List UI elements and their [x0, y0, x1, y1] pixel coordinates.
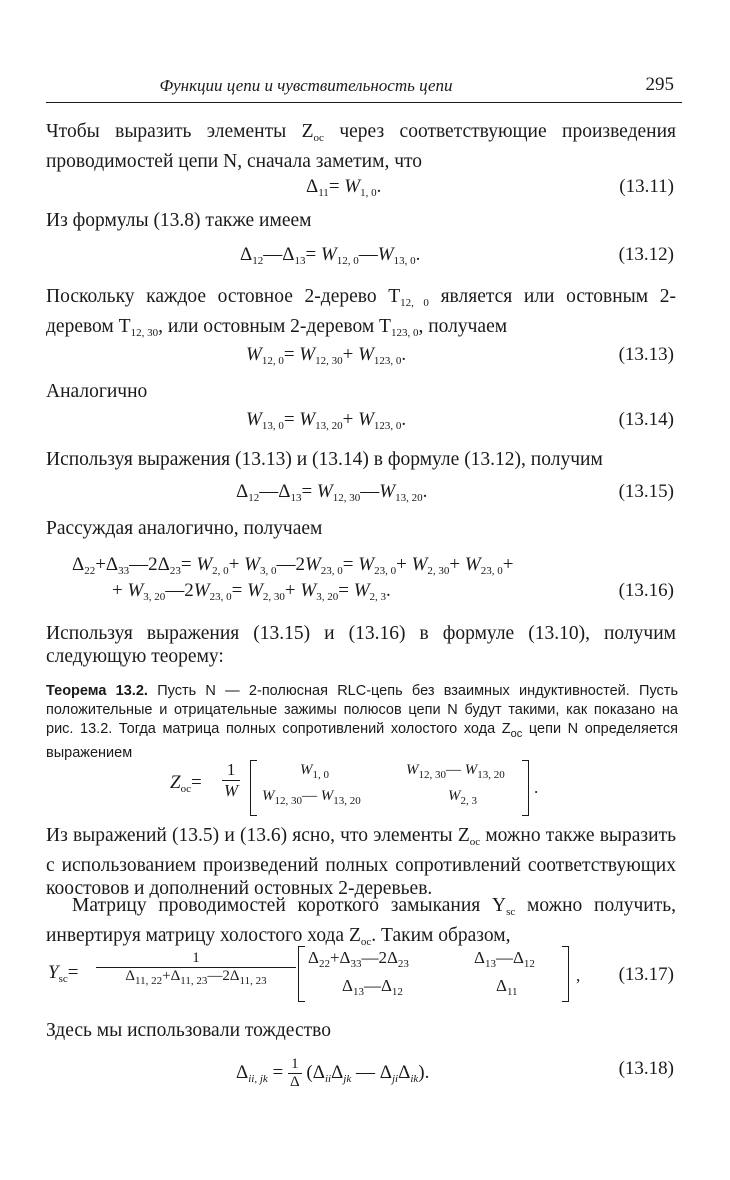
- equation-13-14: $W_{13, 0}= W_{13, 20}+ W_{123, 0}$.: [246, 409, 407, 432]
- paragraph-intro: Чтобы выразить элементы $Z_{oc}$ через соответствующие произведения проводимостей цепи N, сначала заметим, что: [46, 121, 676, 172]
- paragraph-identity: Здесь мы использовали тождество: [46, 1020, 331, 1041]
- zoc-cell-21: $W_{12, 30}—$ $W_{13, 20}$: [262, 788, 361, 807]
- ysc-cell-12: $\Delta_{13}—\Delta_{12}$: [474, 948, 535, 970]
- zoc-left-bracket: [250, 760, 257, 816]
- equation-13-18: $\Delta_{ii, jk}$ = $\frac{1}{\Delta}$ ($\Delta_{ii}\Delta_{jk}$ — $\Delta_{ji}\Delta_{ik}$).: [236, 1056, 430, 1090]
- equation-13-11: $\Delta_{11}= W_{1, 0}$.: [306, 176, 382, 199]
- ysc-left-bracket: [298, 946, 305, 1002]
- eq-number-13-15: (13.15): [618, 481, 674, 502]
- eq-number-13-14: (13.14): [618, 409, 674, 430]
- eq-number-13-13: (13.13): [618, 344, 674, 365]
- paragraph-theorem-lead: Используя выражения (13.15) и (13.16) в формуле (13.10), получим следующую теорему:: [46, 623, 676, 667]
- zoc-cell-12: $W_{12, 30}—$ $W_{13, 20}$: [406, 762, 505, 781]
- ysc-comma: ,: [576, 966, 581, 985]
- equation-13-15: $\Delta_{12}—\Delta_{13}=$ $W_{12, 30}—W_{13, 20}$.: [236, 481, 428, 504]
- zoc-cell-22: $W_{2, 3}$: [448, 788, 477, 807]
- eq-number-13-11: (13.11): [619, 176, 674, 197]
- equation-13-16-line-2: + $W_{3, 20}—2W_{23, 0}= W_{2, 30}+ W_{3, 20}= W_{2, 3}$.: [112, 580, 391, 603]
- ysc-lhs: $Y_{sc}=$: [48, 962, 79, 985]
- ysc-cell-22: $\Delta_{11}$: [496, 976, 518, 998]
- zoc-fraction: $\frac{1}{W}$: [224, 760, 239, 800]
- theorem-13-2: Теорема 13.2. Пусть N — 2-полюсная RLC-цепь без взаимных индуктивностей. Пусть положительные и отрицательные зажимы полюсов цепи N будут такими, как показано на рис. 13.2. Тогда матрица полных сопротивлений холостого хода $Z_{oc}$ цепи N определяется выражением: [46, 683, 678, 761]
- zoc-period: .: [534, 778, 539, 797]
- eq-number-13-16: (13.16): [618, 580, 674, 601]
- eq-number-13-12: (13.12): [618, 244, 674, 265]
- ysc-cell-11: $\Delta_{22}+\Delta_{33}—2\Delta_{23}$: [308, 948, 409, 970]
- paragraph-spanning-trees: Поскольку каждое остовное 2-дерево $T_{12, 0}$ является или остовным 2-деревом $T_{12, 30}$, или остовным 2-деревом $T_{123, 0}$, получаем: [46, 286, 677, 339]
- zoc-right-bracket: [522, 760, 529, 816]
- zoc-lhs: $Z_{oc}=$: [170, 772, 202, 795]
- zoc-cell-11: $W_{1, 0}$: [300, 762, 329, 781]
- equation-13-16-line-1: $\Delta_{22}+\Delta_{33}—2\Delta_{23}= W_{2, 0}+$ $W_{3, 0}—2W_{23, 0}= W_{23, 0}+ W_{2, 30}+ W_{23, 0}+$: [72, 554, 514, 577]
- paragraph-expressions: Из выражений (13.5) и (13.6) ясно, что элементы $Z_{oc}$ можно также выразить с использованием произведений полных сопротивлений соответствующих коостовов и дополнений остовных 2-деревьев.: [46, 825, 676, 899]
- running-header: [46, 72, 682, 103]
- ysc-fraction: $\frac{1}{\Delta_{11, 22}+\Delta_{11, 23}—2\Delta_{11, 23}}$: [96, 950, 296, 987]
- equation-13-12: $\Delta_{12}—\Delta_{13}=$ $W_{12, 0}—W_{13, 0}$.: [240, 244, 421, 267]
- ysc-cell-21: $\Delta_{13}—\Delta_{12}$: [342, 976, 403, 998]
- paragraph-short-circuit: Матрицу проводимостей короткого замыкания $Y_{sc}$ можно получить, инвертируя матрицу холостого хода $Z_{oc}$. Таким образом,: [46, 895, 676, 948]
- page-number: 295: [645, 74, 674, 95]
- paragraph-using-13-13: Используя выражения (13.13) и (13.14) в формуле (13.12), получим: [46, 449, 603, 470]
- paragraph-reasoning: Рассуждая аналогично, получаем: [46, 518, 323, 539]
- header-title: Функции цепи и чувствительность цепи: [159, 76, 453, 95]
- ysc-right-bracket: [562, 946, 569, 1002]
- paragraph-formula-8: Из формулы (13.8) также имеем: [46, 210, 312, 231]
- eq-number-13-17: (13.17): [618, 964, 674, 985]
- equation-13-13: $W_{12, 0}= W_{12, 30}+ W_{123, 0}$.: [246, 344, 407, 367]
- paragraph-similarly: Аналогично: [46, 381, 148, 402]
- eq-number-13-18: (13.18): [618, 1058, 674, 1079]
